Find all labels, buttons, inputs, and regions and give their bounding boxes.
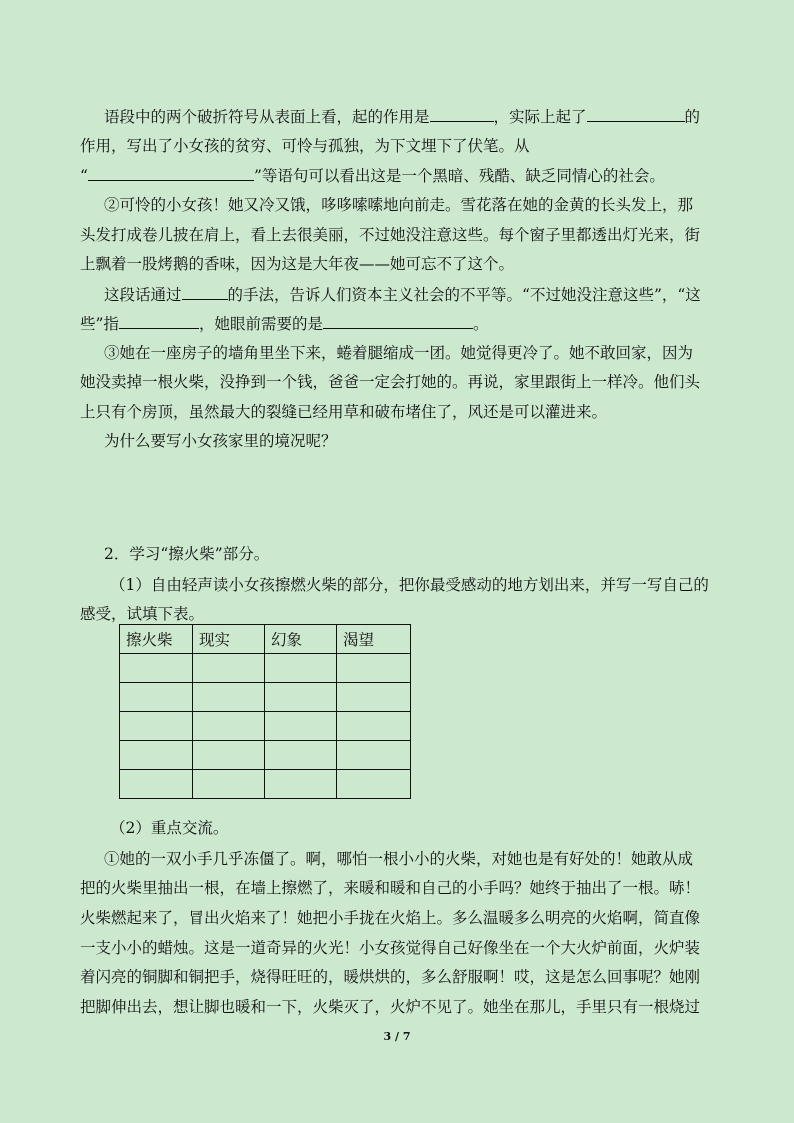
table-header: 擦火柴 (120, 625, 193, 654)
paragraph-line: 把脚伸出去，想让脚也暖和一下，火柴灭了，火炉不见了。她坐在那儿，手里只有一根烧过 (80, 998, 701, 1016)
paragraph-line: 着闪亮的铜脚和铜把手，烧得旺旺的，暖烘烘的，多么舒服啊！哎，这是怎么回事呢？她刚 (80, 968, 701, 986)
fill-table (119, 624, 411, 799)
paragraph-line: 头发打成卷儿披在肩上，看上去很美丽，不过她没注意这些。每个窗子里都透出灯光来，街 (80, 226, 701, 244)
table-header-row (120, 625, 411, 654)
paragraph-line: ③她在一座房子的墙角里坐下来，蜷着腿缩成一团。她觉得更冷了。她不敢回家，因为 (104, 344, 694, 362)
paragraph-line: 上飘着一股烤鹅的香味，因为这是大年夜——她可忘不了这个。 (80, 255, 515, 273)
table-cell[interactable] (193, 654, 265, 683)
table-cell[interactable] (265, 712, 337, 741)
answer-blank[interactable] (88, 165, 254, 181)
answer-blank[interactable] (182, 284, 228, 300)
answer-blank[interactable] (323, 313, 473, 329)
text: 语段中的两个破折符号从表面上看，起的作用是 (104, 108, 430, 126)
table-cell[interactable] (120, 683, 193, 712)
text: 。 (472, 315, 489, 333)
text: 的 (684, 108, 701, 126)
table-cell[interactable] (120, 741, 193, 770)
paragraph-line: 上只有个房顶，虽然最大的裂缝已经用草和破布堵住了，风还是可以灌进来。 (80, 403, 608, 421)
table-cell[interactable] (337, 654, 411, 683)
paragraph-line: ①她的一双小手几乎冻僵了。啊，哪怕一根小小的火柴，对她也是有好处的！她敢从成 (104, 850, 694, 868)
table-cell[interactable] (337, 683, 411, 712)
task-line: （1）自由轻声读小女孩擦燃火柴的部分，把你最受感动的地方划出来，并写一写自己的 (110, 576, 709, 594)
question-line (80, 165, 720, 186)
question-line: 为什么要写小女孩家里的境况呢？ (104, 432, 337, 450)
table-cell[interactable] (193, 770, 265, 799)
answer-blank[interactable] (430, 106, 494, 122)
table-cell[interactable] (337, 770, 411, 799)
question-line (104, 284, 744, 305)
text: 的手法，告诉人们资本主义社会的不平等。“不过她没注意这些”，“这 (227, 286, 701, 304)
paragraph-line: 一支小小的蜡烛。这是一道奇异的火光！小女孩觉得自己好像坐在一个大火炉前面，火炉装 (80, 939, 701, 957)
paragraph-line: 把的火柴里抽出一根，在墙上擦燃了，来暖和暖和自己的小手吗？她终于抽出了一根。哧！ (80, 879, 701, 897)
table-cell[interactable] (337, 741, 411, 770)
text: 这段话通过 (104, 286, 182, 304)
question-line: 作用，写出了小女孩的贫穷、可怜与孤独，为下文埋下了伏笔。从 (80, 137, 530, 155)
table-cell[interactable] (120, 712, 193, 741)
table-cell[interactable] (193, 741, 265, 770)
table-cell[interactable] (265, 741, 337, 770)
table-cell[interactable] (120, 770, 193, 799)
answer-blank[interactable] (587, 106, 685, 122)
table-cell[interactable] (337, 712, 411, 741)
task-line: 感受，试填下表。 (80, 605, 205, 623)
table-cell[interactable] (265, 683, 337, 712)
page-number: 3 / 7 (383, 1030, 411, 1043)
paragraph-line: 火柴燃起来了，冒出火焰来了！她把小手拢在火焰上。多么温暖多么明亮的火焰啊，简直像 (80, 909, 701, 927)
table-cell[interactable] (265, 770, 337, 799)
table-row (120, 770, 411, 799)
text: “ (80, 167, 88, 185)
section-heading: 2．学习“擦火柴”部分。 (104, 545, 270, 563)
table-row (120, 712, 411, 741)
question-line (80, 313, 720, 334)
paragraph-line: 她没卖掉一根火柴，没挣到一个钱，爸爸一定会打她的。再说，家里跟街上一样冷。他们头 (80, 373, 701, 391)
table-row (120, 741, 411, 770)
paragraph-line: ②可怜的小女孩！她又冷又饿，哆哆嗦嗦地向前走。雪花落在她的金黄的长头发上，那 (104, 196, 694, 214)
table-row (120, 683, 411, 712)
table-row (120, 654, 411, 683)
text: ，她眼前需要的是 (198, 315, 323, 333)
text: 些”指 (80, 315, 119, 333)
text: ，实际上起了 (493, 108, 587, 126)
question-line (104, 106, 744, 127)
table-header: 幻象 (265, 625, 337, 654)
table-cell[interactable] (265, 654, 337, 683)
table-cell[interactable] (193, 683, 265, 712)
text: ”等语句可以看出这是一个黑暗、残酷、缺乏同情心的社会。 (253, 167, 665, 185)
table-header: 渴望 (337, 625, 411, 654)
answer-blank[interactable] (119, 313, 199, 329)
table-header: 现实 (193, 625, 265, 654)
table-cell[interactable] (193, 712, 265, 741)
task-line: （2）重点交流。 (110, 819, 229, 837)
table-cell[interactable] (120, 654, 193, 683)
